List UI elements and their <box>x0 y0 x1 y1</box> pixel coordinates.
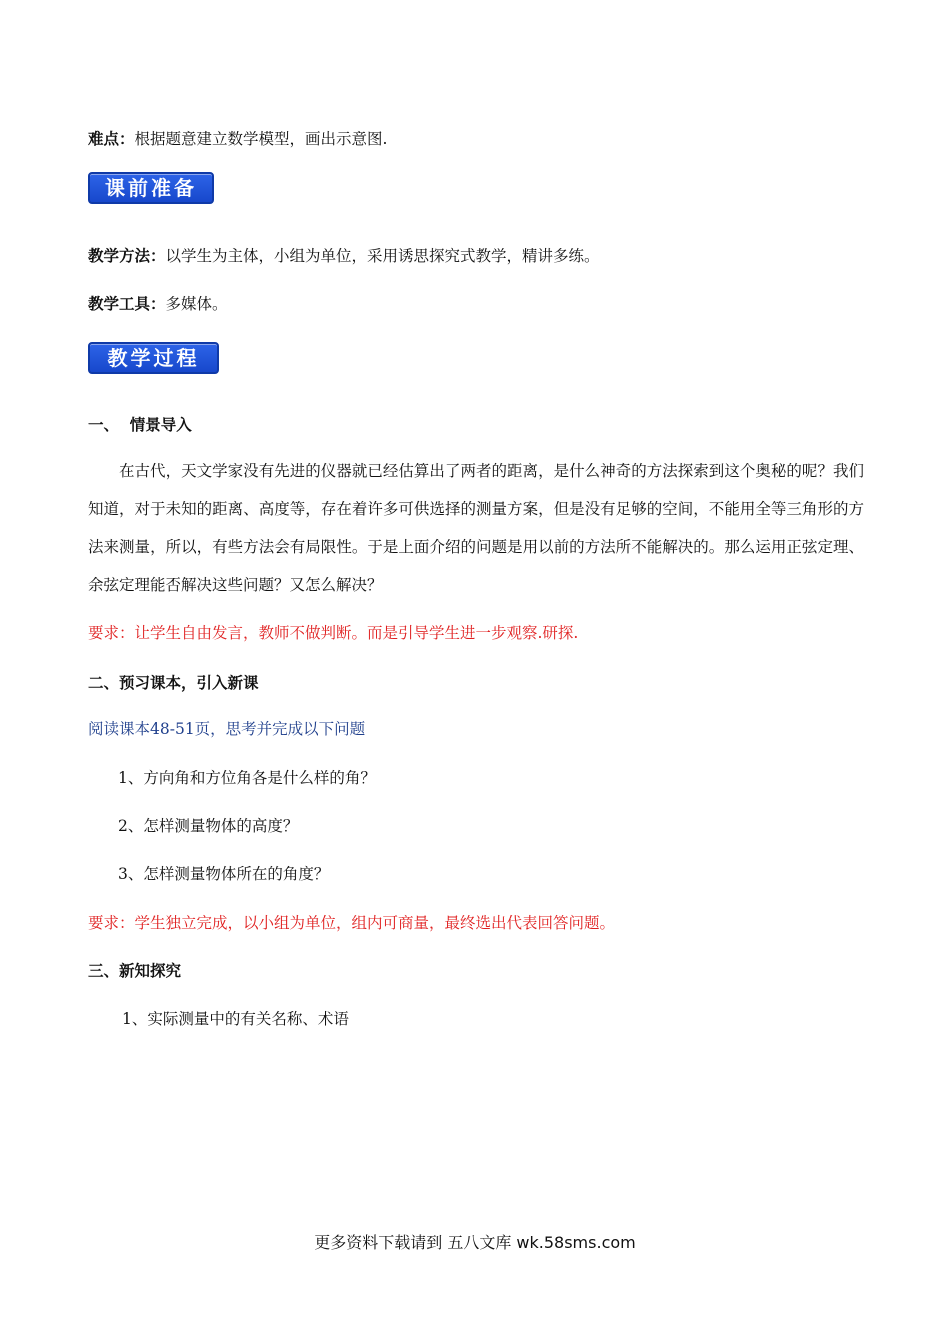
method-text: 以学生为主体，小组为单位，采用诱思探究式教学，精讲多练。 <box>165 247 600 265</box>
question-item: 2、怎样测量物体的高度？ <box>118 817 299 835</box>
method-line <box>88 245 600 267</box>
difficulty-label: 难点： <box>88 129 135 148</box>
footer-link-text[interactable]: 更多资料下载请到 五八文库 wk.58sms.com <box>314 1233 636 1252</box>
question-item: 3、怎样测量物体所在的角度？ <box>118 865 330 883</box>
section1-paragraph: 在古代，天文学家没有先进的仪器就已经估算出了两者的距离，是什么神奇的方法探索到这个奥秘的呢？我们知道，对于未知的距离、高度等，存在着许多可供选择的测量方案，但是没有足够的空间，不能用全等三角形的方法来测量，所以，有些方法会有局限性。于是上面介绍的问题是用以前的方法所不能解决的。那么运用正弦定理、余弦定理能否解决这些问题？又怎么解决？ <box>88 462 864 594</box>
prep-badge: 课前准备 <box>88 172 214 204</box>
method-label: 教学方法： <box>88 246 166 265</box>
section1-heading: 一、 情景导入 <box>88 415 192 434</box>
section2-reading: 阅读课本48-51页，思考并完成以下问题 <box>88 720 366 738</box>
section2-heading: 二、预习课本，引入新课 <box>88 673 259 692</box>
difficulty-text: 根据题意建立数学模型，画出示意图. <box>134 130 388 148</box>
section1-requirement: 要求：让学生自由发言，教师不做判断。而是引导学生进一步观察.研探. <box>88 624 579 642</box>
section3-heading: 三、新知探究 <box>88 961 182 980</box>
question-item: 1、方向角和方位角各是什么样的角？ <box>118 769 376 787</box>
section3-item: 1、实际测量中的有关名称、术语 <box>122 1010 349 1028</box>
tools-text: 多媒体。 <box>165 295 228 313</box>
tools-label: 教学工具： <box>88 294 166 313</box>
section2-requirement: 要求：学生独立完成，以小组为单位，组内可商量，最终选出代表回答问题。 <box>88 914 616 932</box>
process-badge: 教学过程 <box>88 342 219 374</box>
difficulty-line <box>88 128 387 150</box>
tools-line <box>88 293 228 315</box>
